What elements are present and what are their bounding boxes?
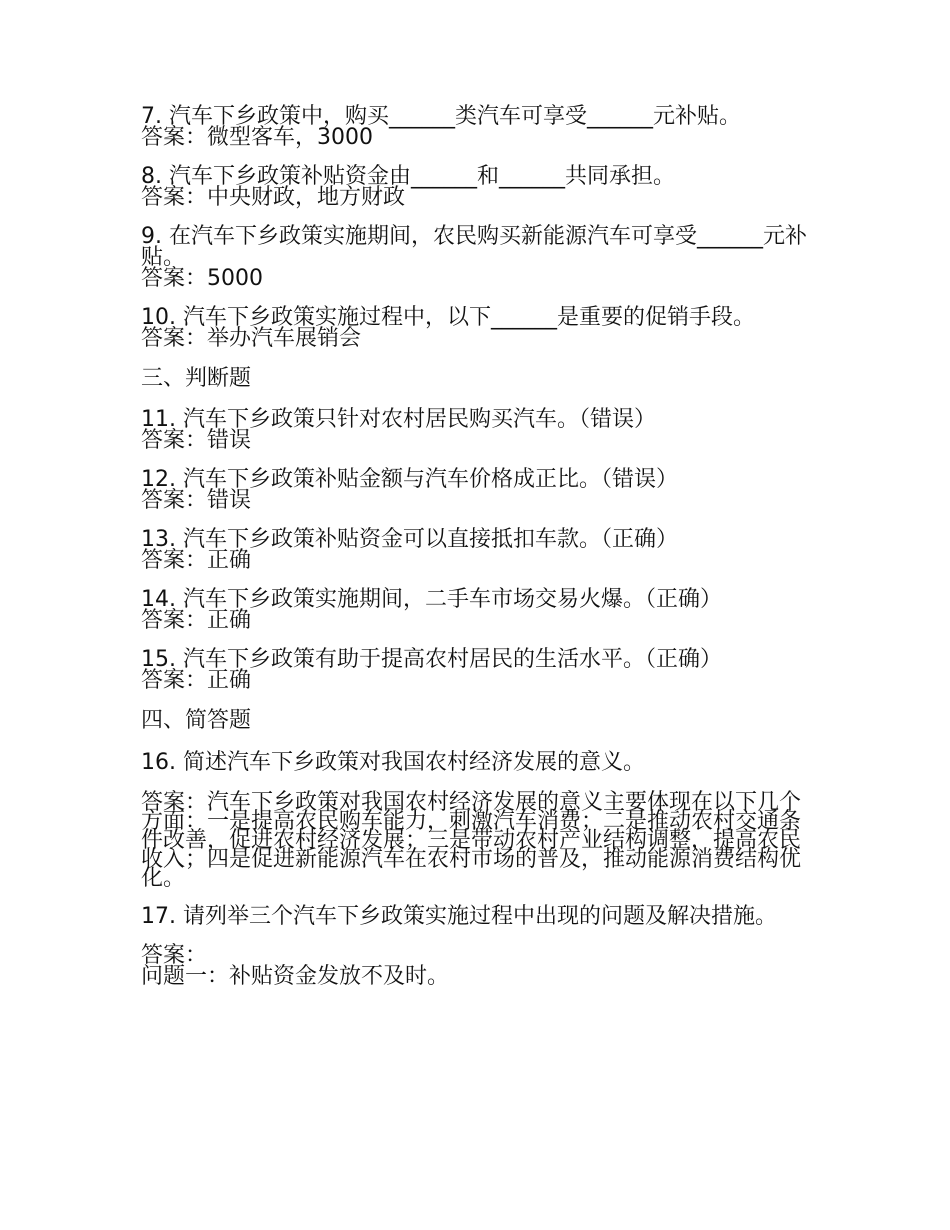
question-15 bbox=[141, 649, 821, 691]
answer-text: 答案：中央财政，地方财政 bbox=[141, 185, 406, 210]
answer-text: 答案：错误 bbox=[141, 428, 252, 453]
question-text: 17. 请列举三个汽车下乡政策实施过程中出现的问题及解决措施。 bbox=[141, 904, 777, 929]
question-17 bbox=[141, 906, 821, 927]
answer-text: 问题一：补贴资金发放不及时。 bbox=[141, 964, 450, 989]
question-text: 14. 汽车下乡政策实施期间，二手车市场交易火爆。（正确） bbox=[141, 587, 722, 612]
answer-text: 答案：正确 bbox=[141, 548, 252, 573]
question-text: 8. 汽车下乡政策补贴资金由______和______共同承担。 bbox=[141, 164, 675, 189]
question-16: 16. 简述汽车下乡政策对我国农村经济发展的意义。 bbox=[141, 750, 645, 775]
question-text: 9. 在汽车下乡政策实施期间，农民购买新能源汽车可享受______元补贴。 bbox=[141, 224, 807, 270]
section-heading-judge: 三、判断题 bbox=[141, 366, 252, 391]
question-text: 10. 汽车下乡政策实施过程中，以下______是重要的促销手段。 bbox=[141, 305, 755, 330]
answer-text: 答案：微型客车，3000 bbox=[141, 125, 373, 150]
question-text: 15. 汽车下乡政策有助于提高农村居民的生活水平。（正确） bbox=[141, 647, 722, 672]
answer-label: 答案： bbox=[141, 943, 208, 968]
question-7 bbox=[141, 106, 821, 148]
question-text: 13. 汽车下乡政策补贴资金可以直接抵扣车款。（正确） bbox=[141, 527, 678, 552]
answer-text: 答案：错误 bbox=[141, 488, 252, 513]
answer-text: 答案：举办汽车展销会 bbox=[141, 326, 362, 351]
question-12 bbox=[141, 469, 821, 511]
answer-17-block bbox=[141, 945, 821, 987]
answer-text: 答案：5000 bbox=[141, 266, 263, 291]
question-8 bbox=[141, 166, 821, 208]
answer-text: 答案：正确 bbox=[141, 608, 252, 633]
document-page bbox=[141, 106, 821, 1005]
question-13 bbox=[141, 529, 821, 571]
question-14 bbox=[141, 589, 821, 631]
question-text: 12. 汽车下乡政策补贴金额与汽车价格成正比。（错误） bbox=[141, 467, 678, 492]
question-text: 7. 汽车下乡政策中，购买______类汽车可享受______元补贴。 bbox=[141, 104, 741, 129]
answer-text: 答案：汽车下乡政策对我国农村经济发展的意义主要体现在以下几个方面：一是提高农民购车能力，刺激汽车消费；二是推动农村交通条件改善，促进农村经济发展；三是带动农村产业结构调整，提高农民收入；四是促进新能源汽车在农村市场的普及，推动能源消费结构优化。 bbox=[141, 790, 802, 891]
question-10 bbox=[141, 307, 821, 349]
section-heading-short-answer: 四、简答题 bbox=[141, 708, 252, 733]
question-11 bbox=[141, 409, 821, 451]
answer-16-block bbox=[141, 790, 821, 891]
question-text: 11. 汽车下乡政策只针对农村居民购买汽车。（错误） bbox=[141, 407, 656, 432]
answer-text: 答案：正确 bbox=[141, 668, 252, 693]
question-9 bbox=[141, 226, 821, 289]
